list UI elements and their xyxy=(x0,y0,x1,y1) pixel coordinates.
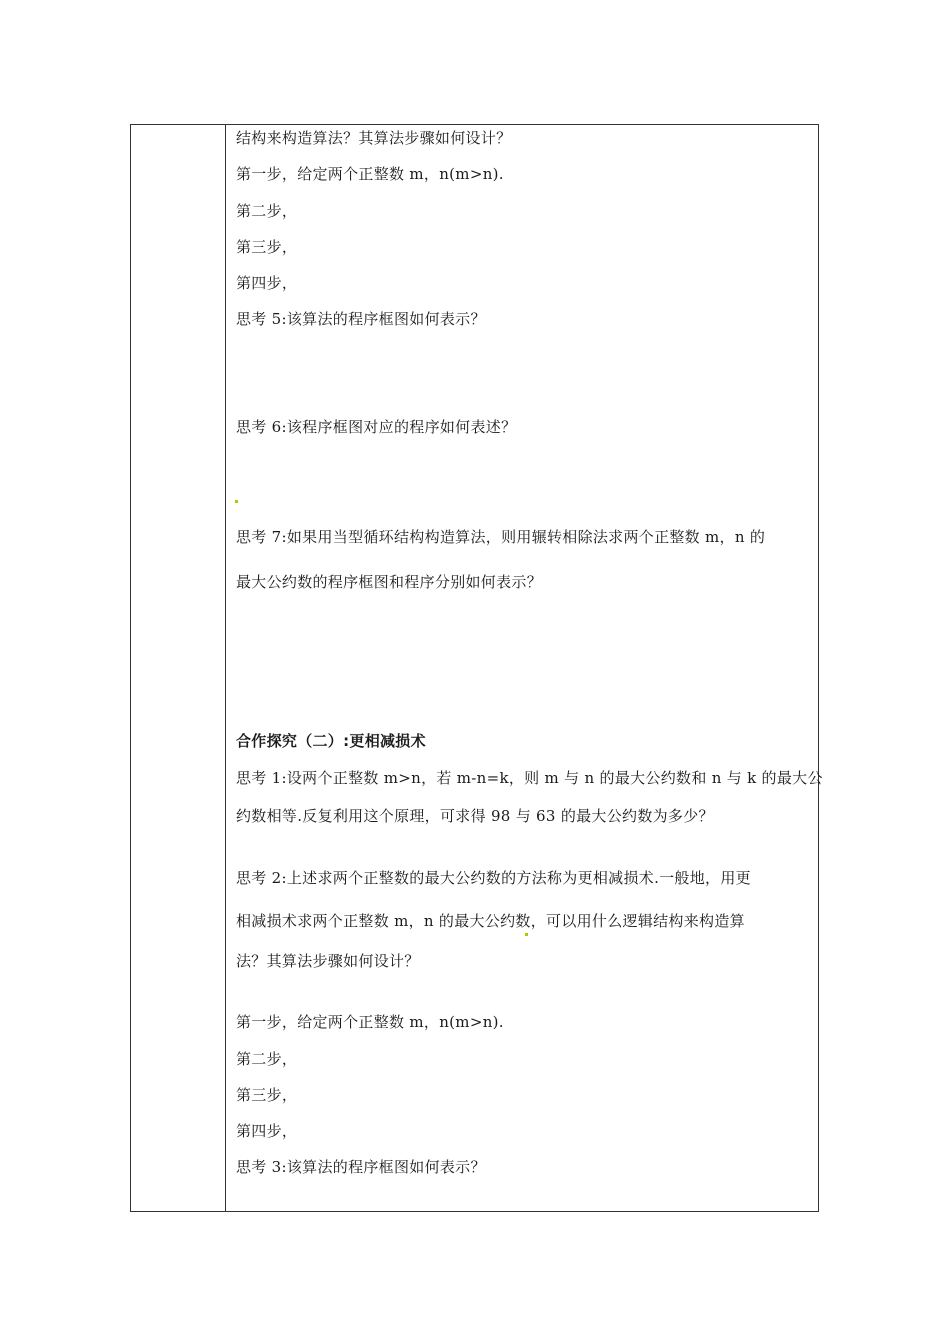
text-line: 第二步， xyxy=(236,202,298,220)
text-line: 第四步， xyxy=(236,1122,298,1140)
text-line: 法？其算法步骤如何设计？ xyxy=(236,952,420,970)
section-heading: 合作探究（二）:更相减损术 xyxy=(236,732,426,750)
text-line: 思考 6:该程序框图对应的程序如何表述？ xyxy=(236,418,517,436)
text-line: 思考 2:上述求两个正整数的最大公约数的方法称为更相减损术.一般地，用更 xyxy=(236,869,751,887)
worksheet-table xyxy=(130,124,823,1212)
text-line: 第一步，给定两个正整数 m，n(m>n). xyxy=(236,165,504,183)
stray-mark xyxy=(235,500,238,503)
text-line: 思考 1:设两个正整数 m>n，若 m-n=k，则 m 与 n 的最大公约数和 n 与 k 的最大公 xyxy=(236,769,823,787)
column-divider xyxy=(225,125,226,1211)
text-line: 思考 5:该算法的程序框图如何表示？ xyxy=(236,310,486,328)
text-line: 第四步， xyxy=(236,274,298,292)
stray-mark xyxy=(525,933,528,936)
text-line: 思考 3:该算法的程序框图如何表示？ xyxy=(236,1158,486,1176)
text-line: 第二步， xyxy=(236,1050,298,1068)
text-line: 思考 7:如果用当型循环结构构造算法，则用辗转相除法求两个正整数 m，n 的 xyxy=(236,528,766,546)
text-line: 第三步， xyxy=(236,1086,298,1104)
text-line: 第一步，给定两个正整数 m，n(m>n). xyxy=(236,1013,504,1031)
text-line: 相减损术求两个正整数 m，n 的最大公约数，可以用什么逻辑结构来构造算 xyxy=(236,912,745,930)
text-line: 结构来构造算法？其算法步骤如何设计？ xyxy=(236,129,512,147)
text-line: 约数相等.反复利用这个原理，可求得 98 与 63 的最大公约数为多少？ xyxy=(236,807,714,825)
text-line: 第三步， xyxy=(236,238,298,256)
text-line: 最大公约数的程序框图和程序分别如何表示？ xyxy=(236,573,543,591)
